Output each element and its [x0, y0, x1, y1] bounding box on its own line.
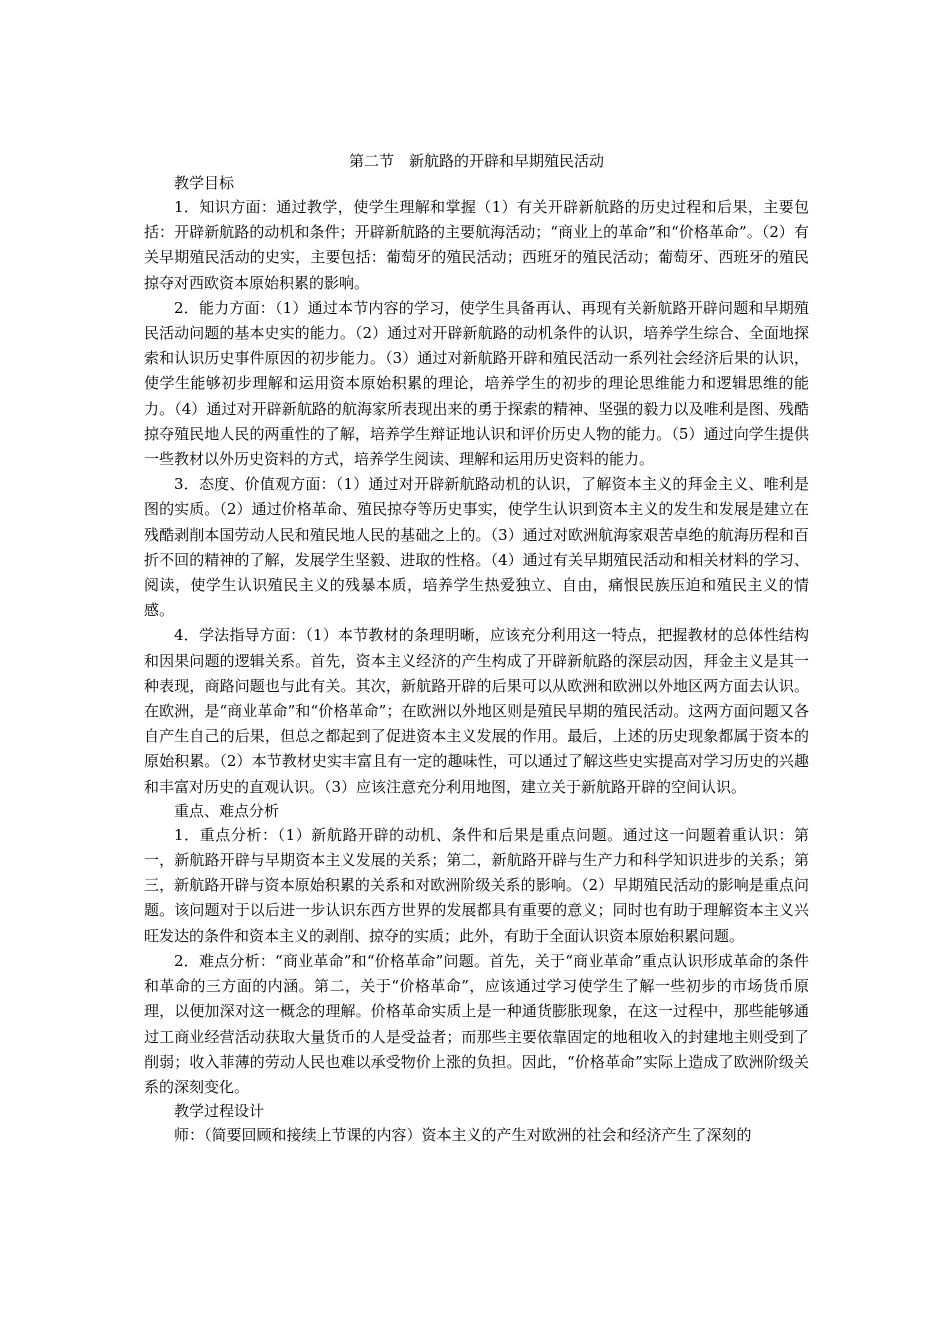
paragraph: 1．知识方面：通过教学，使学生理解和掌握（1）有关开辟新航路的历史过程和后果，主要包括：开辟新航路的动机和条件；开辟新航路的主要航海活动；“商业上的革命”和“价格革命”。（2）有关早期殖民活动的史实，主要包括：葡萄牙的殖民活动；西班牙的殖民活动；葡萄牙、西班牙的殖民掠夺对西欧资本原始积累的影响。: [144, 198, 809, 292]
document-title: 第二节 新航路的开辟和早期殖民活动: [348, 152, 604, 170]
paragraph: 师：（简要回顾和接续上节课的内容）资本主义的产生对欧洲的社会和经济产生了深刻的: [174, 1126, 752, 1145]
section-teaching-process: [144, 1100, 809, 1148]
section-heading: 教学目标: [174, 174, 235, 192]
document-page: [144, 150, 809, 1148]
paragraph: 1．重点分析：（1）新航路开辟的动机、条件和后果是重点问题。通过这一问题着重认识：第一，新航路开辟与早期资本主义发展的关系；第二，新航路开辟与生产力和科学知识进步的关系；第三，新航路开辟与资本原始积累的关系和对欧洲阶级关系的影响。（2）早期殖民活动的影响是重点问题。该问题对于以后进一步认识东西方世界的发展都具有重要的意义；同时也有助于理解资本主义兴旺发达的条件和资本主义的剥削、掠夺的实质；此外，有助于全面认识资本原始积累问题。: [144, 825, 809, 945]
section-heading: 重点、难点分析: [174, 801, 280, 820]
paragraph: 2．难点分析：“商业革命”和“价格革命”问题。首先，关于“商业革命”重点认识形成革命的条件和革命的三方面的内涵。第二，关于“价格革命”，应该通过学习使学生了解一些初步的市场货币原理，以便加深对这一概念的理解。价格革命实质上是一种通货膨胀现象，在这一过程中，那些能够通过工商业经营活动获取大量货币的人是受益者；而那些主要依靠固定的地租收入的封建地主则受到了削弱；收入菲薄的劳动人民也难以承受物价上涨的负担。因此，“价格革命”实际上造成了欧洲阶级关系的深刻变化。: [144, 951, 809, 1096]
paragraph: 4．学法指导方面：（1）本节教材的条理明晰，应该充分利用这一特点，把握教材的总体性结构和因果问题的逻辑关系。首先，资本主义经济的产生构成了开辟新航路的深层动因，拜金主义是其一种表现，商路问题也与此有关。其次，新航路开辟的后果可以从欧洲和欧洲以外地区两方面去认识。在欧洲，是“商业革命”和“价格革命”；在欧洲以外地区则是殖民早期的殖民活动。这两方面问题又各自产生自己的后果，但总之都起到了促进资本主义发展的作用。最后，上述的历史现象都属于资本的原始积累。（2）本节教材史实丰富且有一定的趣味性，可以通过了解这些史实提高对学习历史的兴趣和丰富对历史的直观认识。（3）应该注意充分利用地图，建立关于新航路开辟的空间认识。: [144, 626, 809, 796]
paragraph: 2．能力方面：（1）通过本节内容的学习，使学生具备再认、再现有关新航路开辟问题和早期殖民活动问题的基本史实的能力。（2）通过对开辟新航路的动机条件的认识，培养学生综合、全面地探索和认识历史事件原因的初步能力。（3）通过对新航路开辟和殖民活动一系列社会经济后果的认识，使学生能够初步理解和运用资本原始积累的理论，培养学生的初步的理论思维能力和逻辑思维的能力。（4）通过对开辟新航路的航海家所表现出来的勇于探索的精神、坚强的毅力以及唯利是图、残酷掠夺殖民地人民的两重性的了解，培养学生辩证地认识和评价历史人物的能力。（5）通过向学生提供一些教材以外历史资料的方式，培养学生阅读、理解和运用历史资料的能力。: [144, 298, 809, 469]
section-key-difficult-points: [144, 800, 809, 1100]
section-heading: 教学过程设计: [174, 1102, 265, 1121]
paragraph: 3．态度、价值观方面：（1）通过对开辟新航路动机的认识，了解资本主义的拜金主义、唯利是图的实质。（2）通过价格革命、殖民掠夺等历史事实，使学生认识到资本主义的发生和发展是建立在残酷剥削本国劳动人民和殖民地人民的基础之上的。（3）通过对欧洲航海家艰苦卓绝的航海历程和百折不回的精神的了解，发展学生坚毅、进取的性格。（4）通过有关早期殖民活动和相关材料的学习、阅读，使学生认识殖民主义的残暴本质，培养学生热爱独立、自由，痛恨民族压迫和殖民主义的情感。: [144, 475, 809, 620]
section-teaching-objectives: [144, 172, 809, 800]
